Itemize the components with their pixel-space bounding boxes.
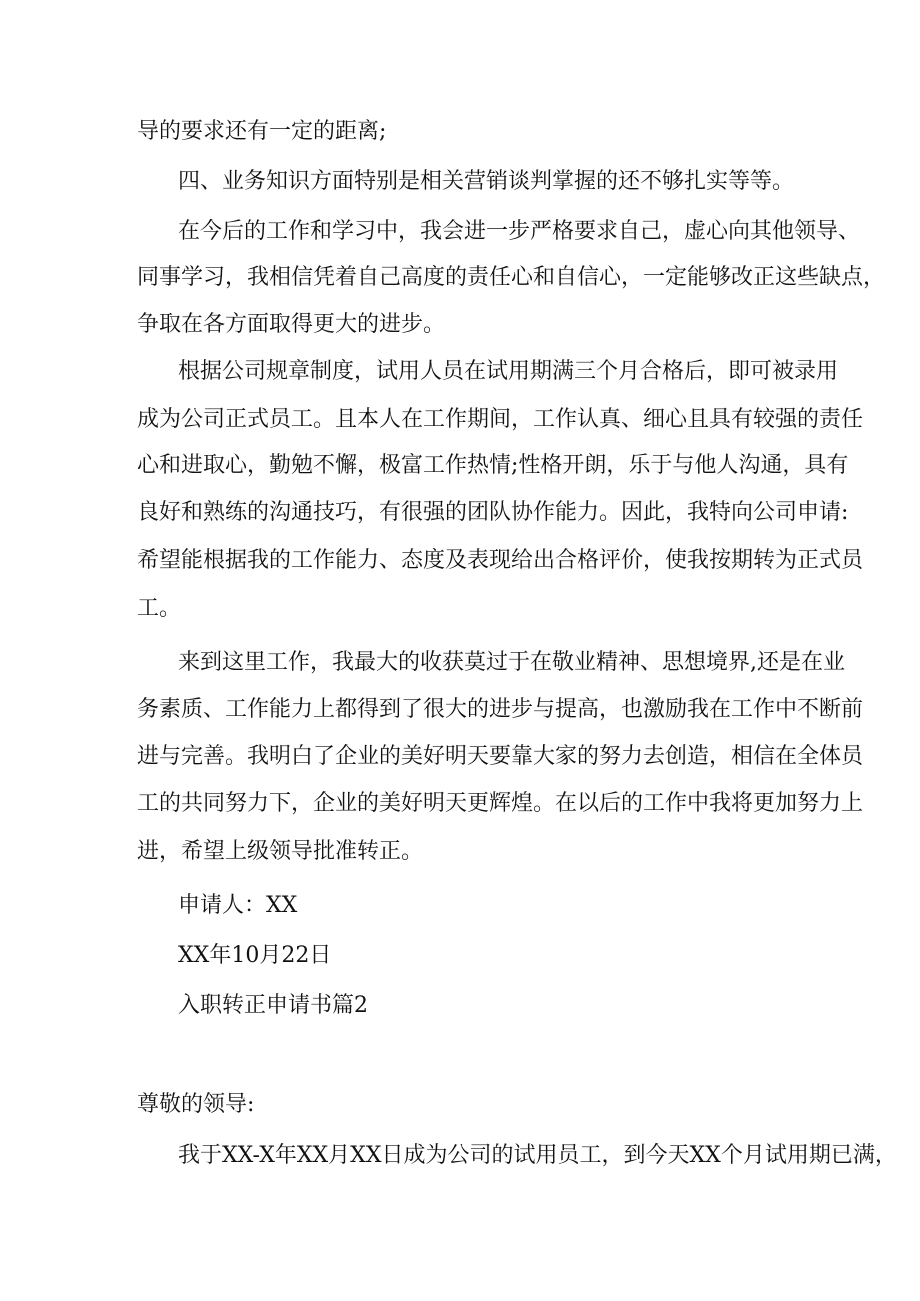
- body-text-line: 我于XX-X年XX月XX日成为公司的试用员工，到今天XX个月试用期已满，: [178, 1143, 897, 1168]
- body-text-line: 良好和熟练的沟通技巧，有很强的团队协作能力。因此，我特向公司申请:: [137, 500, 849, 525]
- body-text-line: 争取在各方面取得更大的进步。: [137, 312, 446, 337]
- body-text-line: 进，希望上级领导批准转正。: [137, 839, 424, 864]
- body-text-line: 四、业务知识方面特别是相关营销谈判掌握的还不够扎实等等。: [178, 169, 795, 194]
- salutation-line: 尊敬的领导:: [137, 1092, 255, 1117]
- section-title: 入职转正申请书篇2: [178, 993, 368, 1018]
- body-text-line: 心和进取心，勤勉不懈，极富工作热情;性格开朗，乐于与他人沟通，具有: [137, 453, 849, 478]
- body-text-line: 进与完善。我明白了企业的美好明天要靠大家的努力去创造，相信在全体员: [137, 744, 864, 769]
- body-text-line: 成为公司正式员工。且本人在工作期间，工作认真、细心且具有较强的责任: [137, 407, 864, 432]
- body-text-line: 同事学习，我相信凭着自己高度的责任心和自信心，一定能够改正这些缺点，: [137, 265, 886, 290]
- body-text-line: 导的要求还有一定的距离;: [137, 119, 387, 144]
- date-line: XX年10月22日: [178, 943, 332, 968]
- body-text-line: 工。: [137, 596, 182, 621]
- body-text-line: 来到这里工作，我最大的收获莫过于在敬业精神、思想境界,还是在业: [178, 650, 845, 675]
- body-text-line: 希望能根据我的工作能力、态度及表现给出合格评价，使我按期转为正式员: [137, 548, 864, 573]
- body-text-line: 根据公司规章制度，试用人员在试用期满三个月合格后，即可被录用: [178, 359, 839, 384]
- body-text-line: 在今后的工作和学习中，我会进一步严格要求自己，虚心向其他领导、: [178, 219, 861, 244]
- body-text-line: 务素质、工作能力上都得到了很大的进步与提高，也激励我在工作中不断前: [137, 697, 864, 722]
- body-text-line: 工的共同努力下，企业的美好明天更辉煌。在以后的工作中我将更加努力上: [137, 791, 864, 816]
- applicant-line: 申请人：XX: [178, 893, 298, 918]
